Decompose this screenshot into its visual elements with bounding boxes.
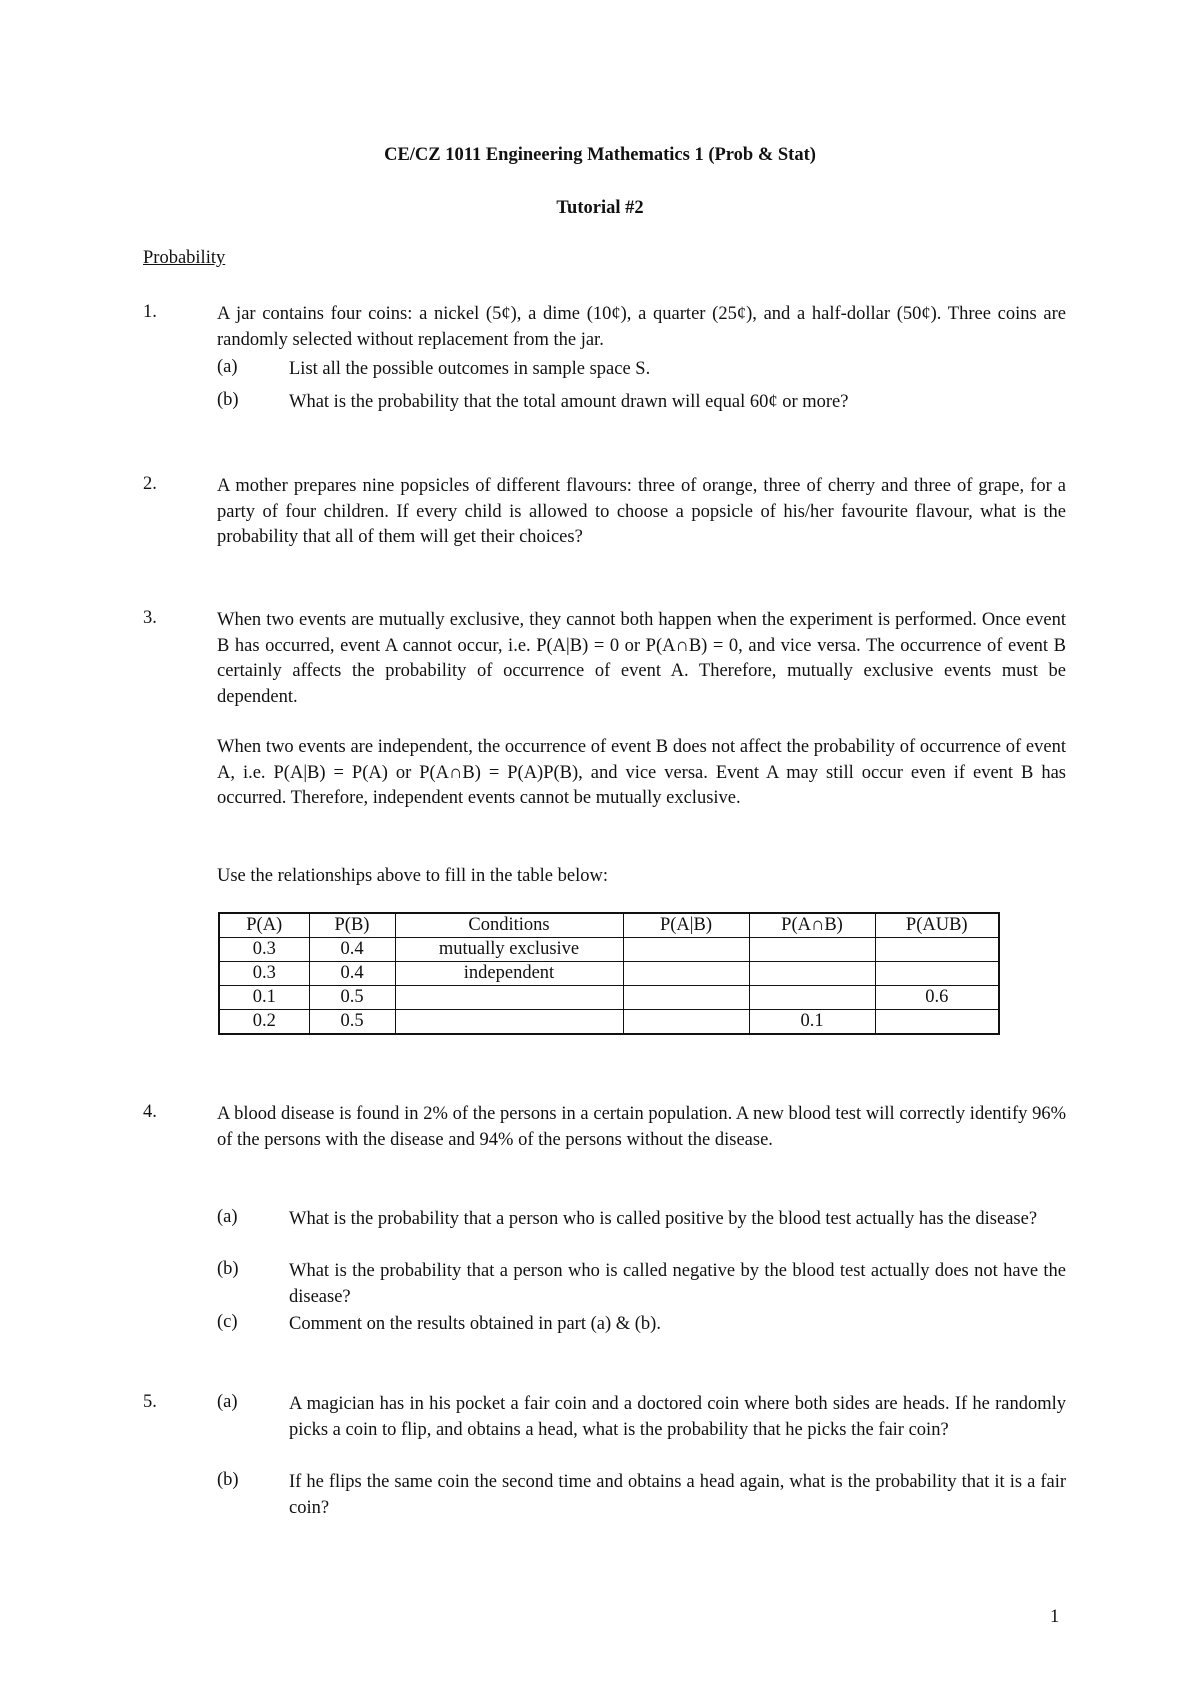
table-cell <box>875 938 999 962</box>
table-cell: 0.3 <box>219 962 309 986</box>
q1-part-b-text: What is the probability that the total amount drawn will equal 60¢ or more? <box>289 392 849 412</box>
table-row <box>219 986 999 1010</box>
q3-number: 3. <box>143 608 157 628</box>
table-cell <box>749 962 875 986</box>
q5-part-a-label: (a) <box>217 1392 238 1412</box>
table-cell: 0.2 <box>219 1010 309 1035</box>
table-cell <box>623 962 749 986</box>
q5-part-a-text: A magician has in his pocket a fair coin and a doctored coin where both sides are heads. If he randomly picks a coin to flip, and obtains a head, what is the probability that he picks the fair coin? <box>289 1394 1066 1440</box>
q4-number: 4. <box>143 1102 157 1122</box>
table-row <box>219 1010 999 1035</box>
table-row <box>219 938 999 962</box>
table-cell <box>749 938 875 962</box>
q3-paragraph-1: When two events are mutually exclusive, they cannot both happen when the experiment is performed. Once event B has occurred, event A cannot occur, i.e. P(A|B) = 0 or P(A∩B) = 0, and vice versa. The occurrence of event B certainly affects the probability of occurrence of event A. Therefore, mutually exclusive events must be dependent. <box>217 610 1066 707</box>
q4-part-b-label: (b) <box>217 1259 239 1279</box>
table-cell: independent <box>395 962 623 986</box>
table-cell <box>875 962 999 986</box>
q5-number: 5. <box>143 1392 157 1412</box>
table-row <box>219 962 999 986</box>
course-title: CE/CZ 1011 Engineering Mathematics 1 (Prob & Stat) <box>384 145 816 165</box>
table-header: P(B) <box>309 913 395 938</box>
q1-part-a-text: List all the possible outcomes in sample space S. <box>289 359 651 379</box>
probability-table <box>218 912 1000 1035</box>
table-cell: 0.4 <box>309 962 395 986</box>
q1-part-b-label: (b) <box>217 390 239 410</box>
table-cell <box>395 1010 623 1035</box>
table-cell <box>875 1010 999 1035</box>
q1-number: 1. <box>143 302 157 322</box>
table-cell: 0.5 <box>309 986 395 1010</box>
table-cell: 0.1 <box>219 986 309 1010</box>
q4-part-c-text: Comment on the results obtained in part (a) & (b). <box>289 1314 661 1334</box>
tutorial-title: Tutorial #2 <box>556 198 644 218</box>
q1-part-a-label: (a) <box>217 357 238 377</box>
table-header: P(A∩B) <box>749 913 875 938</box>
q2-number: 2. <box>143 474 157 494</box>
q3-paragraph-3: Use the relationships above to fill in the table below: <box>217 866 608 886</box>
table-header-row <box>219 913 999 938</box>
table-cell <box>623 1010 749 1035</box>
q1-text: A jar contains four coins: a nickel (5¢), a dime (10¢), a quarter (25¢), and a half-dollar (50¢). Three coins are randomly selected without replacement from the jar. <box>217 304 1066 350</box>
table-cell: 0.5 <box>309 1010 395 1035</box>
table-cell: 0.1 <box>749 1010 875 1035</box>
table-cell: 0.4 <box>309 938 395 962</box>
table-cell <box>623 938 749 962</box>
table-header: P(A|B) <box>623 913 749 938</box>
table-cell: 0.6 <box>875 986 999 1010</box>
q4-text: A blood disease is found in 2% of the persons in a certain population. A new blood test will correctly identify 96% of the persons with the disease and 94% of the persons without the disease. <box>217 1104 1066 1150</box>
q4-part-a-text: What is the probability that a person who is called positive by the blood test actually has the disease? <box>289 1209 1038 1229</box>
table-cell: mutually exclusive <box>395 938 623 962</box>
section-heading: Probability <box>143 248 226 268</box>
q5-part-b-label: (b) <box>217 1470 239 1490</box>
q4-part-a-label: (a) <box>217 1207 238 1227</box>
q2-text: A mother prepares nine popsicles of different flavours: three of orange, three of cherry and three of grape, for a party of four children. If every child is allowed to choose a popsicle of his/her favourite flavour, what is the probability that all of them will get their choices? <box>217 476 1066 547</box>
q4-part-c-label: (c) <box>217 1312 238 1332</box>
q3-paragraph-2: When two events are independent, the occurrence of event B does not affect the probability of occurrence of event A, i.e. P(A|B) = P(A) or P(A∩B) = P(A)P(B), and vice versa. Event A may still occur even if event B has occurred. Therefore, independent events cannot be mutually exclusive. <box>217 737 1066 808</box>
table-header: P(AUB) <box>875 913 999 938</box>
table-cell: 0.3 <box>219 938 309 962</box>
q4-part-b-text: What is the probability that a person who is called negative by the blood test actually does not have the disease? <box>289 1261 1066 1307</box>
table-cell <box>395 986 623 1010</box>
page-number: 1 <box>1050 1607 1060 1627</box>
table-header: Conditions <box>395 913 623 938</box>
table-cell <box>749 986 875 1010</box>
table-cell <box>623 986 749 1010</box>
table-header: P(A) <box>219 913 309 938</box>
q5-part-b-text: If he flips the same coin the second time and obtains a head again, what is the probability that it is a fair coin? <box>289 1472 1066 1518</box>
